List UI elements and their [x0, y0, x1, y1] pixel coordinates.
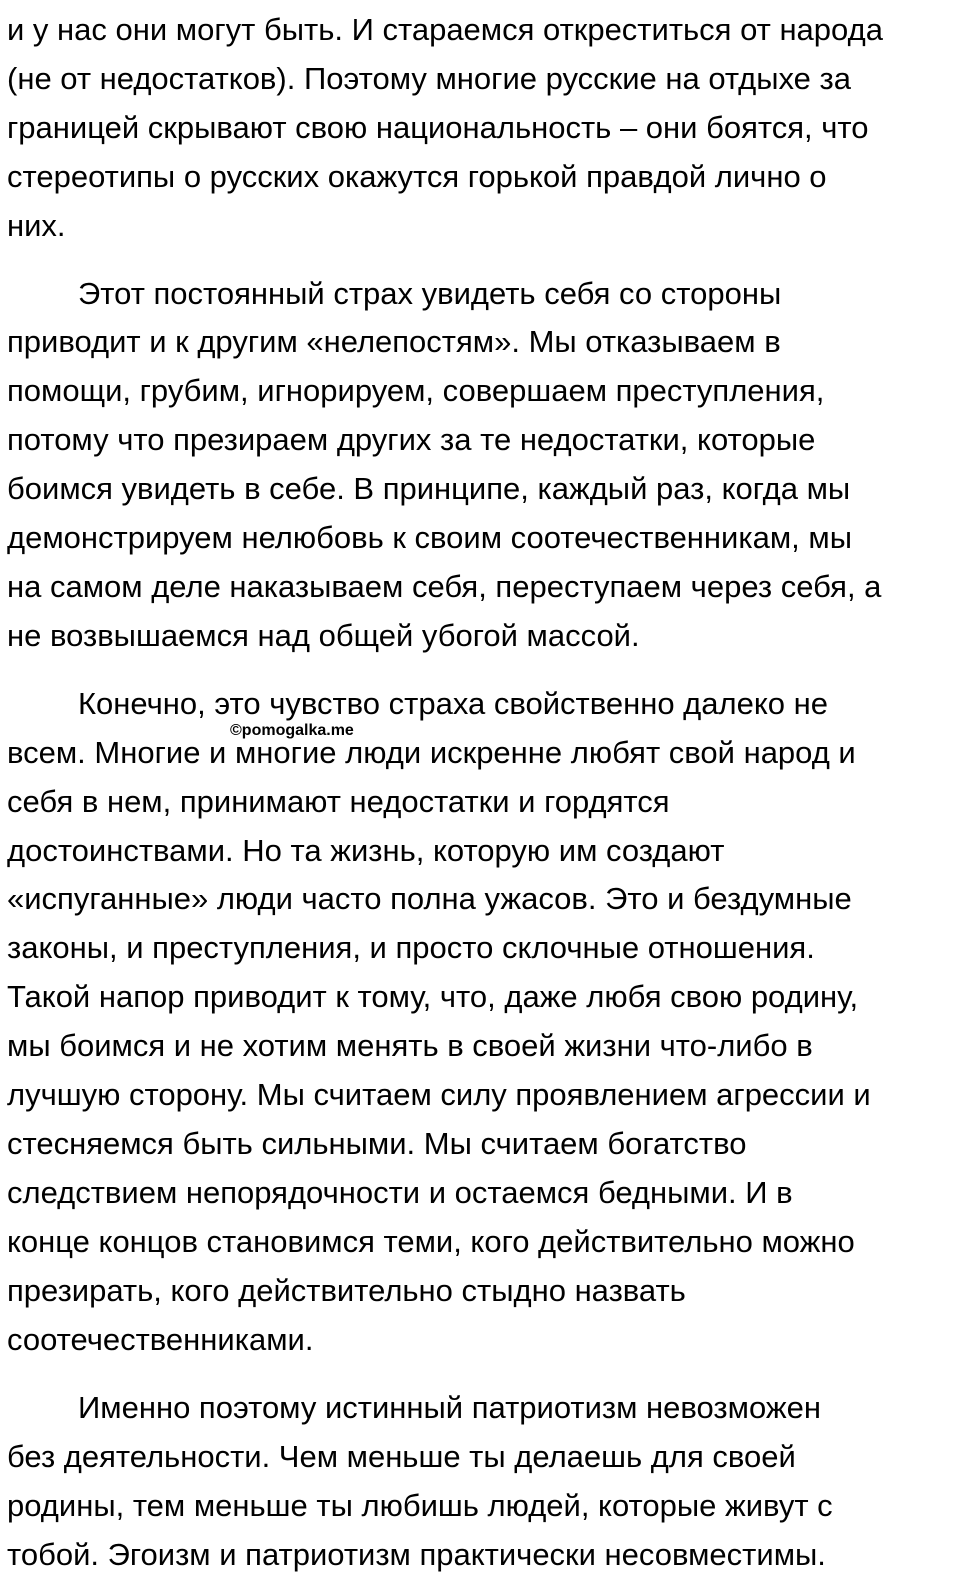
- paragraph-2: [7, 270, 953, 661]
- paragraph-4: [7, 1384, 953, 1580]
- text-line: стесняемся быть сильными. Мы считаем богатство: [7, 1125, 747, 1161]
- text-line: и у нас они могут быть. И стараемся откреститься от народа: [7, 12, 883, 47]
- text-line: себя в нем, принимают недостатки и гордятся: [7, 783, 670, 819]
- text-line: Именно поэтому истинный патриотизм невозможен: [78, 1390, 821, 1426]
- text-line: достоинствами. Но та жизнь, которую им создают: [7, 832, 725, 868]
- text-line: боимся увидеть в себе. В принципе, каждый раз, когда мы: [7, 471, 851, 507]
- text-line: стереотипы о русских окажутся горькой правдой лично о: [7, 158, 827, 194]
- watermark-text: ©pomogalka.me: [230, 722, 354, 739]
- text-line: законы, и преступления, и просто склочные отношения.: [7, 930, 815, 966]
- text-line: приводит и к другим «нелепостям». Мы отказываем в: [7, 324, 781, 360]
- text-line: не возвышаемся над общей убогой массой.: [7, 617, 640, 653]
- text-line: тобой. Эгоизм и патриотизм практически несовместимы.: [7, 1537, 826, 1573]
- text-line: помощи, грубим, игнорируем, совершаем преступления,: [7, 373, 825, 409]
- text-line: без деятельности. Чем меньше ты делаешь для своей: [7, 1439, 796, 1475]
- text-line: конце концов становимся теми, кого действительно можно: [7, 1223, 855, 1259]
- text-line: «испуганные» люди часто полна ужасов. Это и бездумные: [7, 881, 852, 917]
- text-line: презирать, кого действительно стыдно назвать: [7, 1272, 686, 1308]
- paragraph-3: [7, 680, 953, 1365]
- document-page: [7, 6, 953, 1580]
- text-line: на самом деле наказываем себя, переступаем через себя, а: [7, 568, 882, 604]
- paragraph-1: [7, 6, 953, 251]
- text-line: Такой напор приводит к тому, что, даже любя свою родину,: [7, 979, 859, 1015]
- text-line: потому что презираем других за те недостатки, которые: [7, 422, 816, 458]
- text-line: (не от недостатков). Поэтому многие русские на отдыхе за: [7, 60, 851, 96]
- text-line: всем. Многие и многие люди искренне любят свой народ и: [7, 734, 856, 770]
- text-line: соотечественниками.: [7, 1321, 314, 1357]
- text-line: демонстрируем нелюбовь к своим соотечественникам, мы: [7, 520, 852, 556]
- text-line: лучшую сторону. Мы считаем силу проявлением агрессии и: [7, 1077, 871, 1113]
- text-line: Конечно, это чувство страха свойственно далеко не: [78, 685, 828, 721]
- text-line: родины, тем меньше ты любишь людей, которые живут с: [7, 1488, 833, 1524]
- text-line: следствием непорядочности и остаемся бедными. И в: [7, 1174, 793, 1210]
- text-line: мы боимся и не хотим менять в своей жизни что-либо в: [7, 1028, 813, 1064]
- text-line: них.: [7, 207, 66, 243]
- text-line: Этот постоянный страх увидеть себя со стороны: [78, 275, 782, 311]
- text-line: границей скрывают свою национальность – они боятся, что: [7, 109, 869, 145]
